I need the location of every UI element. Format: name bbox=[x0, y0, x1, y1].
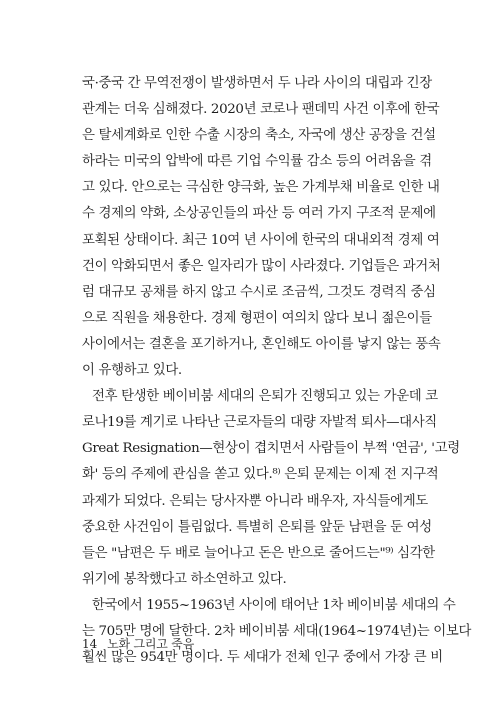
text-line: 과제가 되었다. 은퇴는 당사자뿐 아니라 배우자, 자식들에게도 bbox=[82, 493, 428, 509]
text-line: 은 탈세계화로 인한 수출 시장의 축소, 자국에 생산 공장을 건설 bbox=[82, 128, 436, 144]
text-line: 한국에서 1955~1963년 사이에 태어난 1차 베이비붐 세대의 수 bbox=[92, 597, 456, 613]
text-line: 중요한 사건임이 틀림없다. 특별히 은퇴를 앞둔 남편을 둔 여성 bbox=[82, 519, 432, 535]
text-line: 로나19를 계기로 나타난 근로자들의 대량 자발적 퇴사—대사직 bbox=[82, 415, 437, 431]
text-line: Great Resignation—현상이 겹치면서 사람들이 부쩍 '연금', '고령 bbox=[82, 441, 460, 457]
page-number: 14 bbox=[82, 637, 98, 651]
text-line: 건이 악화되면서 좋은 일자리가 많이 사라졌다. 기업들은 과거처 bbox=[82, 258, 441, 274]
text-line: 관계는 더욱 심해졌다. 2020년 코로나 팬데믹 사건 이후에 한국 bbox=[82, 102, 440, 118]
text-line: 훨씬 많은 954만 명이다. 두 세대가 전체 인구 중에서 가장 큰 비 bbox=[82, 650, 443, 666]
body-text bbox=[82, 71, 472, 671]
page-footer bbox=[82, 636, 194, 652]
text-line: 럼 대규모 공채를 하지 않고 수시로 조금씩, 그것도 경력직 중심 bbox=[82, 284, 436, 300]
text-line: 사이에서는 결혼을 포기하거나, 혼인해도 아이를 낳지 않는 풍속 bbox=[82, 336, 441, 352]
text-line: 화' 등의 주제에 관심을 쏟고 있다.⁸⁾ 은퇴 문제는 이제 전 지구적 bbox=[82, 467, 439, 483]
running-title: 노화 그리고 죽음 bbox=[107, 637, 195, 651]
text-line: 전후 탄생한 베이비붐 세대의 은퇴가 진행되고 있는 가운데 코 bbox=[92, 389, 438, 405]
text-line: 고 있다. 안으로는 극심한 양극화, 높은 가계부채 비율로 인한 내 bbox=[82, 180, 440, 196]
text-line: 하라는 미국의 압박에 따른 기업 수익률 감소 등의 어려움을 겪 bbox=[82, 154, 432, 170]
text-line: 는 705만 명에 달한다. 2차 베이비붐 세대(1964~1974년)는 이보다 bbox=[82, 623, 472, 639]
text-line: 국·중국 간 무역전쟁이 발생하면서 두 나라 사이의 대립과 긴장 bbox=[82, 76, 432, 91]
text-line: 포획된 상태이다. 최근 10여 년 사이에 한국의 대내외적 경제 여 bbox=[82, 232, 440, 248]
text-line: 위기에 봉착했다고 하소연하고 있다. bbox=[82, 571, 287, 587]
text-line: 수 경제의 약화, 소상공인들의 파산 등 여러 가지 구조적 문제에 bbox=[82, 206, 436, 222]
text-line: 으로 직원을 채용한다. 경제 형편이 여의치 않다 보니 젊은이들 bbox=[82, 310, 432, 326]
text-line: 이 유행하고 있다. bbox=[82, 363, 182, 379]
text-line: 들은 "남편은 두 배로 늘어나고 돈은 반으로 줄어드는"⁹⁾ 심각한 bbox=[82, 545, 435, 561]
